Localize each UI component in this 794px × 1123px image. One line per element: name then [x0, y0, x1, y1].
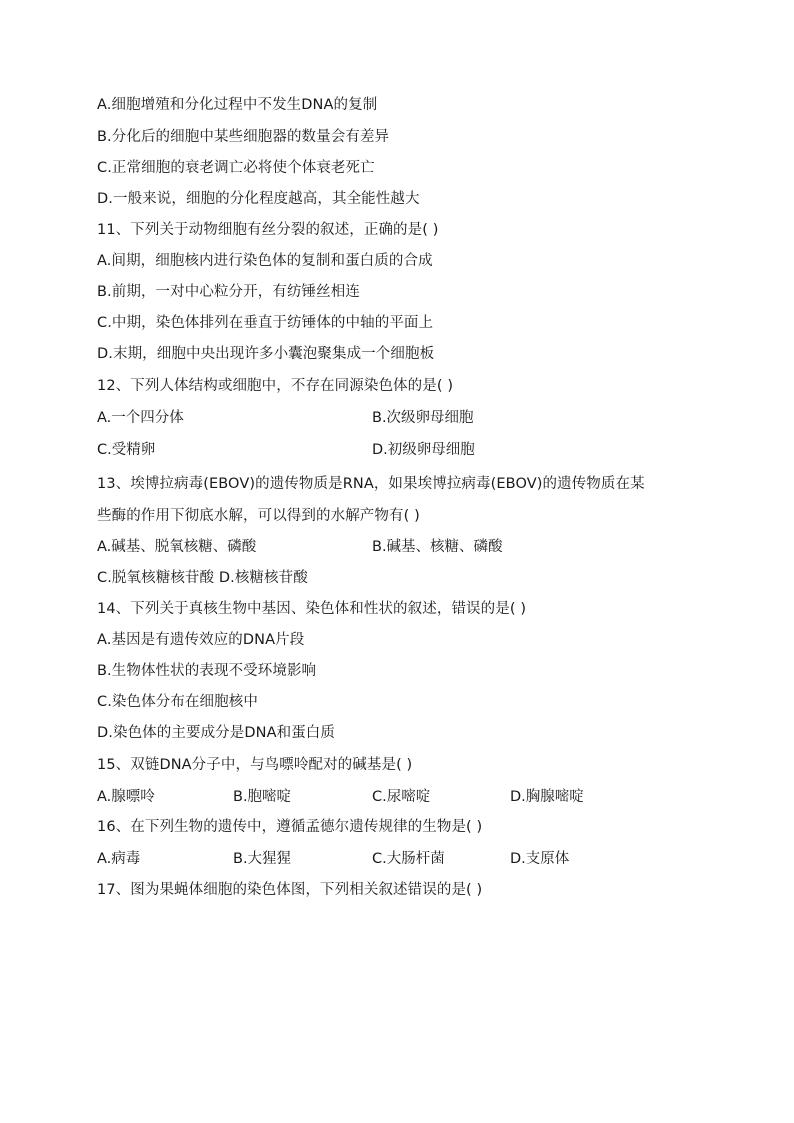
- q13-stem-line1: 13、埃博拉病毒(EBOV)的遗传物质是RNA，如果埃博拉病毒(EBOV)的遗传物质在某: [97, 476, 645, 492]
- q11-option-c: C.中期，染色体排列在垂直于纺锤体的中轴的平面上: [97, 315, 434, 331]
- q10-option-c: C.正常细胞的衰老调亡必将使个体衰老死亡: [97, 160, 375, 176]
- q15-option-c: C.尿嘧啶: [372, 789, 431, 805]
- q14-option-a: A.基因是有遗传效应的DNA片段: [97, 632, 305, 648]
- q13-stem-line2: 些酶的作用下彻底水解，可以得到的水解产物有( ): [97, 508, 420, 524]
- q16-option-a: A.病毒: [97, 851, 141, 867]
- q11-option-d: D.末期，细胞中央出现许多小囊泡聚集成一个细胞板: [97, 346, 435, 362]
- q11-option-b: B.前期，一对中心粒分开，有纺锤丝相连: [97, 284, 360, 300]
- q10-option-a: A.细胞增殖和分化过程中不发生DNA的复制: [97, 97, 378, 113]
- q12-option-b: B.次级卵母细胞: [372, 410, 474, 426]
- q14-option-c: C.染色体分布在细胞核中: [97, 694, 258, 710]
- q12-stem: 12、下列人体结构或细胞中，不存在同源染色体的是( ): [97, 378, 454, 394]
- q16-option-c: C.大肠杆菌: [372, 851, 445, 867]
- q16-stem: 16、在下列生物的遗传中，遵循孟德尔遗传规律的生物是( ): [97, 819, 483, 835]
- q14-option-d: D.染色体的主要成分是DNA和蛋白质: [97, 725, 336, 741]
- q14-option-b: B.生物体性状的表现不受环境影响: [97, 663, 317, 679]
- q16-option-b: B.大猩猩: [233, 851, 292, 867]
- q13-option-b: B.碱基、核糖、磷酸: [372, 539, 503, 555]
- q15-option-a: A.腺嘌呤: [97, 789, 155, 805]
- q11-stem: 11、下列关于动物细胞有丝分裂的叙述，正确的是( ): [97, 222, 439, 238]
- q11-option-a: A.间期，细胞核内进行染色体的复制和蛋白质的合成: [97, 253, 433, 269]
- q15-option-b: B.胞嘧啶: [233, 789, 292, 805]
- q10-option-b: B.分化后的细胞中某些细胞器的数量会有差异: [97, 129, 390, 145]
- q10-option-d: D.一般来说，细胞的分化程度越高，其全能性越大: [97, 191, 420, 207]
- q14-stem: 14、下列关于真核生物中基因、染色体和性状的叙述，错误的是( ): [97, 601, 527, 617]
- q13-option-a: A.碱基、脱氧核糖、磷酸: [97, 539, 257, 555]
- q12-option-d: D.初级卵母细胞: [372, 442, 475, 458]
- q12-option-a: A.一个四分体: [97, 410, 184, 426]
- q17-stem: 17、图为果蝇体细胞的染色体图，下列相关叙述错误的是( ): [97, 882, 483, 898]
- q15-option-d: D.胸腺嘧啶: [510, 789, 584, 805]
- q12-option-c: C.受精卵: [97, 442, 156, 458]
- q13-option-cd: C.脱氧核糖核苷酸 D.核糖核苷酸: [97, 570, 308, 586]
- q16-option-d: D.支原体: [510, 851, 570, 867]
- q15-stem: 15、双链DNA分子中，与鸟嘌呤配对的碱基是( ): [97, 757, 413, 773]
